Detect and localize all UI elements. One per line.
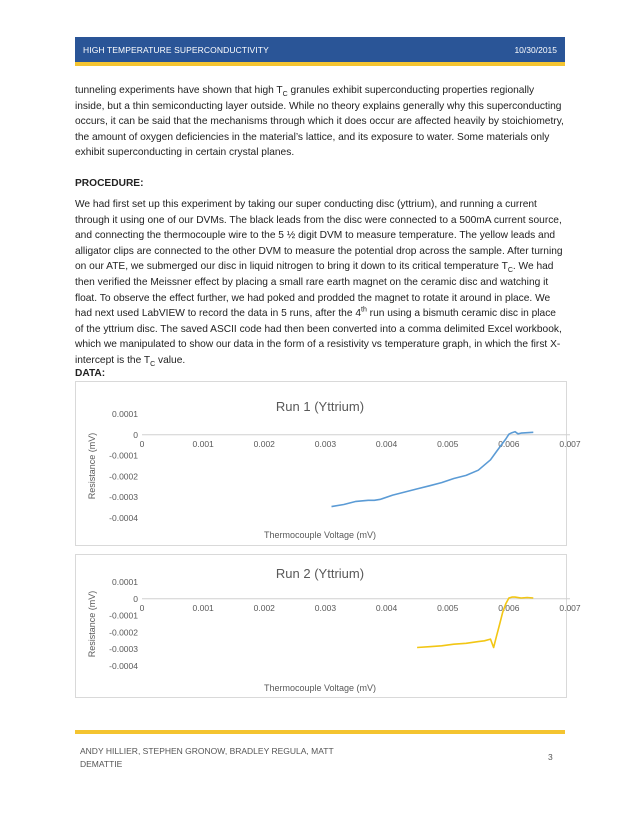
y-tick-label: -0.0002 xyxy=(109,471,138,482)
x-tick-label: 0.004 xyxy=(375,438,398,449)
y-tick-label: -0.0003 xyxy=(109,644,138,655)
footer-authors: ANDY HILLIER, STEPHEN GRONOW, BRADLEY REGULA, MATT DEMATTIE xyxy=(80,746,334,769)
document-title: HIGH TEMPERATURE SUPERCONDUCTIVITY xyxy=(83,45,269,55)
y-tick-label: 0 xyxy=(133,429,138,440)
x-tick-label: 0.003 xyxy=(314,438,337,449)
y-tick-label: -0.0003 xyxy=(109,492,138,503)
y-tick-label: -0.0004 xyxy=(109,513,138,523)
x-tick-label: 0 xyxy=(139,602,145,613)
x-tick-label: 0.005 xyxy=(437,602,459,613)
y-axis-label: Resistance (mV) xyxy=(87,432,97,500)
x-tick-label: 0.007 xyxy=(559,602,581,613)
y-axis-label: Resistance (mV) xyxy=(87,590,97,658)
x-tick-label: 0.006 xyxy=(498,602,520,613)
x-tick-label: 0.001 xyxy=(192,438,214,449)
intro-paragraph: tunneling experiments have shown that high $T_C$ granules exhibit superconducting properties regionally inside, but a thin semiconducting layer outside. While no theory explains generally why this superconducting occurs, it can be said that the mechanisms through which it does occur are affected heavily by stoichiometry, the amount of oxygen deficiencies in the material’s lattice, and its exposure to water. Some materials only exhibit superconducting in certain crystal planes. xyxy=(75,85,564,159)
chart-run-1 xyxy=(75,381,581,546)
footer-accent-bar xyxy=(75,730,565,734)
x-tick-label: 0.006 xyxy=(498,438,520,449)
x-tick-label: 0.007 xyxy=(559,438,581,449)
x-tick-label: 0.004 xyxy=(375,602,398,613)
x-tick-label: 0.003 xyxy=(314,602,337,613)
x-tick-label: 0 xyxy=(139,438,145,449)
page-number: 3 xyxy=(548,752,553,762)
series-line xyxy=(332,432,534,507)
header-accent-bar xyxy=(75,62,565,66)
x-axis-label: Thermocouple Voltage (mV) xyxy=(263,530,377,540)
procedure-heading: PROCEDURE: xyxy=(75,178,144,189)
y-tick-label: -0.0001 xyxy=(109,610,138,621)
chart-title: Run 1 (Yttrium) xyxy=(275,399,365,414)
document-date: 10/30/2015 xyxy=(514,45,557,55)
x-tick-label: 0.001 xyxy=(192,602,214,613)
y-tick-label: -0.0001 xyxy=(109,450,138,461)
x-axis-label: Thermocouple Voltage (mV) xyxy=(263,683,377,693)
y-tick-label: 0.0001 xyxy=(112,577,138,587)
x-tick-label: 0.002 xyxy=(253,602,275,613)
data-heading: DATA: xyxy=(75,368,106,379)
chart-run-2 xyxy=(75,554,581,698)
chart-run-2-svg xyxy=(76,555,581,697)
procedure-paragraph: We had first set up this experiment by taking our super conducting disc (yttrium), and running a current through it using one of our DVMs. The black leads from the disc were connected to a 500mA current source, and connecting the thermocouple wire to the 5 ½ digit DVM to measure temperature. The yellow leads and alligator clips are connected to the other DVM to measure the potential drop across the sample. After turning on our ATE, we submerged our disc in liquid nitrogen to bring it down to its critical temperature $T_C$. We had then verified the Meissner effect by placing a small rare earth magnet on the ceramic disc and watching it float. To observe the effect further, we had poked and prodded the magnet to rotate it around in place. We had next used LabVIEW to record the data in 5 runs, after the 4th run using a bismuth ceramic disc in place of the yttrium disc. The saved ASCII code had then been converted into a comma delimited Excel workbook, which we manipulated to show our data in the form of a resistivity vs temperature graph, in which the first X-intercept is the $T_C$ value. xyxy=(75,199,563,368)
x-tick-label: 0.002 xyxy=(253,438,275,449)
y-tick-label: 0.0001 xyxy=(112,409,138,419)
chart-run-1-svg xyxy=(76,382,581,545)
chart-title: Run 2 (Yttrium) xyxy=(275,566,365,581)
y-tick-label: -0.0002 xyxy=(109,627,138,638)
page-header xyxy=(75,37,565,62)
y-tick-label: -0.0004 xyxy=(109,661,138,671)
y-tick-label: 0 xyxy=(133,593,138,604)
x-tick-label: 0.005 xyxy=(437,438,459,449)
